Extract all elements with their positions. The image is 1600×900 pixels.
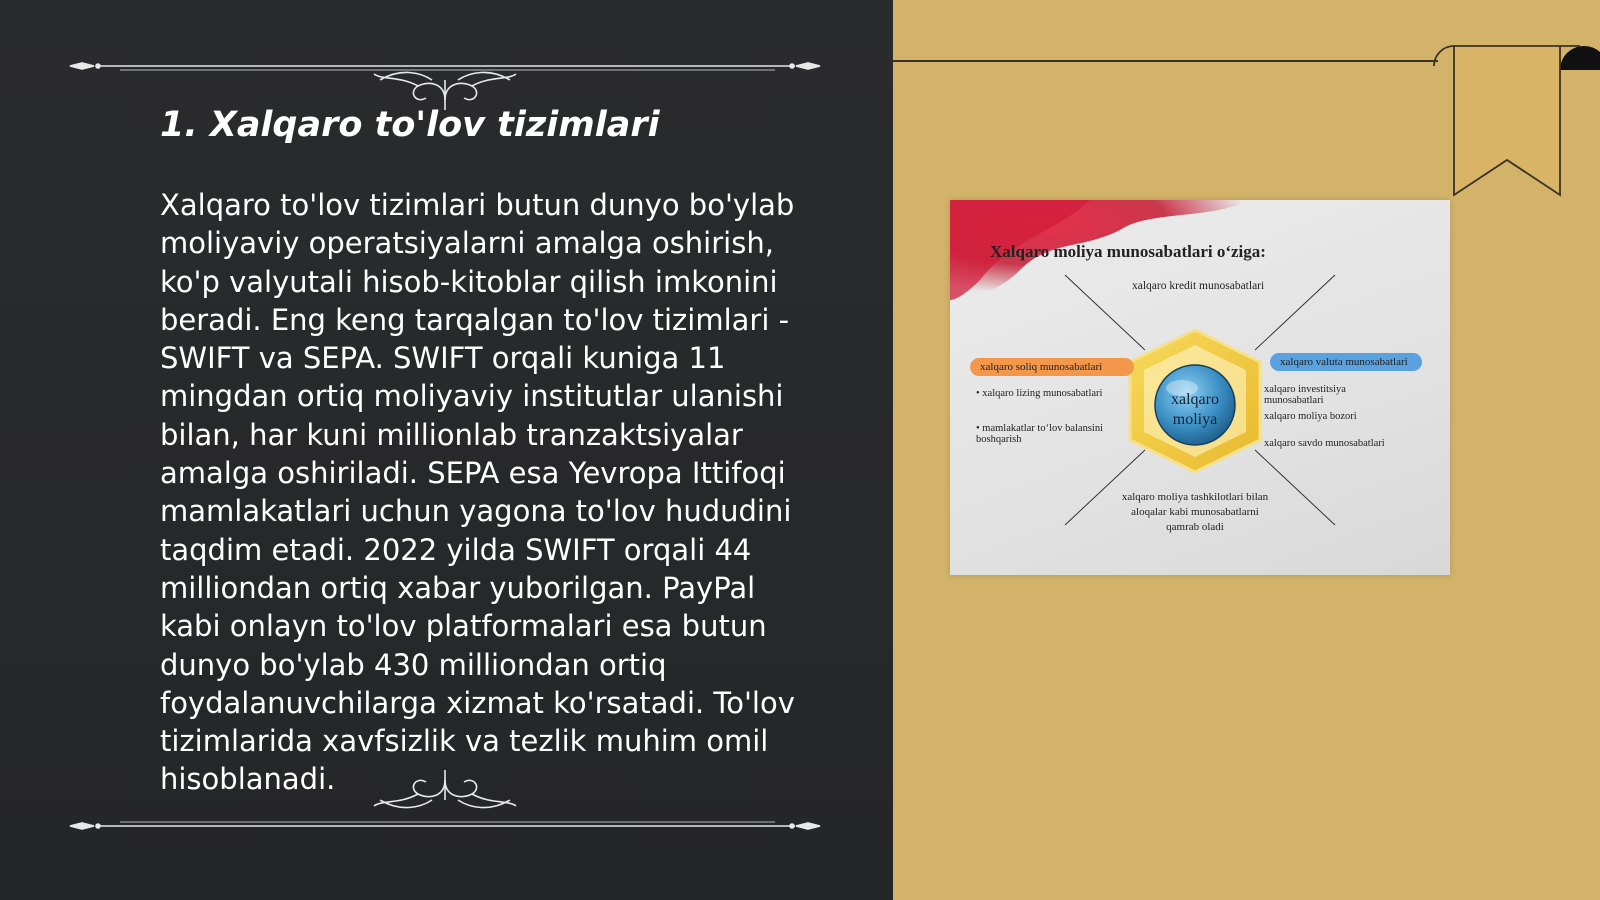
diagram-right-item: xalqaro moliya bozori: [1264, 411, 1357, 422]
diagram-left-item: • xalqaro lizing munosabatlari: [976, 388, 1103, 399]
diagram-right-pill: xalqaro valuta munosabatlari: [1270, 353, 1422, 371]
diagram-heading: Xalqaro moliya munosabatlari o‘ziga:: [990, 242, 1266, 261]
diagram-bottom-item: xalqaro moliya tashkilotlari bilan aloqalar kabi munosabatlarni qamrab oladi: [1121, 491, 1269, 533]
ornament-top-icon: [60, 40, 830, 110]
divider: [893, 60, 1438, 62]
diagram-left-pill: xalqaro soliq munosabatlari: [970, 358, 1134, 376]
slide-body-text: Xalqaro to'lov tizimlari butun dunyo bo'ylab moliyaviy operatsiyalarni amalga oshirish, ko'p valyutali hisob-kitoblar qilish imkonini beradi. Eng keng tarqalgan to'lov tizimlari - SWIFT va SEPA. SWIFT orqali kuniga 11 mingdan ortiq moliyaviy institutlar ulanishi bilan, har kuni millionlab tranzaktsiyalar amalga oshiriladi. SEPA esa Yevropa Ittifoqi mamlakatlari uchun yagona to'lov hududini taqdim etadi. 2022 yilda SWIFT orqali 44 milliondan ortiq xabar yuborilgan. PayPal kabi onlayn to'lov platformalari esa butun dunyo bo'ylab 430 milliondan ortiq foydalanuvchilarga xizmat ko'rsatadi. To'lov tizimlarida xavfsizlik va tezlik muhim omil hisoblanadi.: [160, 188, 795, 797]
diagram-right-item: xalqaro savdo munosabatlari: [1264, 438, 1385, 449]
slide-title: 1. Xalqaro to'lov tizimlari: [160, 105, 660, 145]
diagram-center-label: xalqaro moliya: [1171, 391, 1219, 428]
diagram-figure: [950, 200, 1450, 575]
diagram-left-item: • mamlakatlar to‘lov balansini boshqarish: [976, 423, 1104, 445]
diagram-right-item: xalqaro investitsiya munosabatlari: [1264, 384, 1346, 406]
bookmark-icon: [1430, 30, 1600, 200]
diagram-top-item: xalqaro kredit munosabatlari: [1132, 280, 1265, 292]
